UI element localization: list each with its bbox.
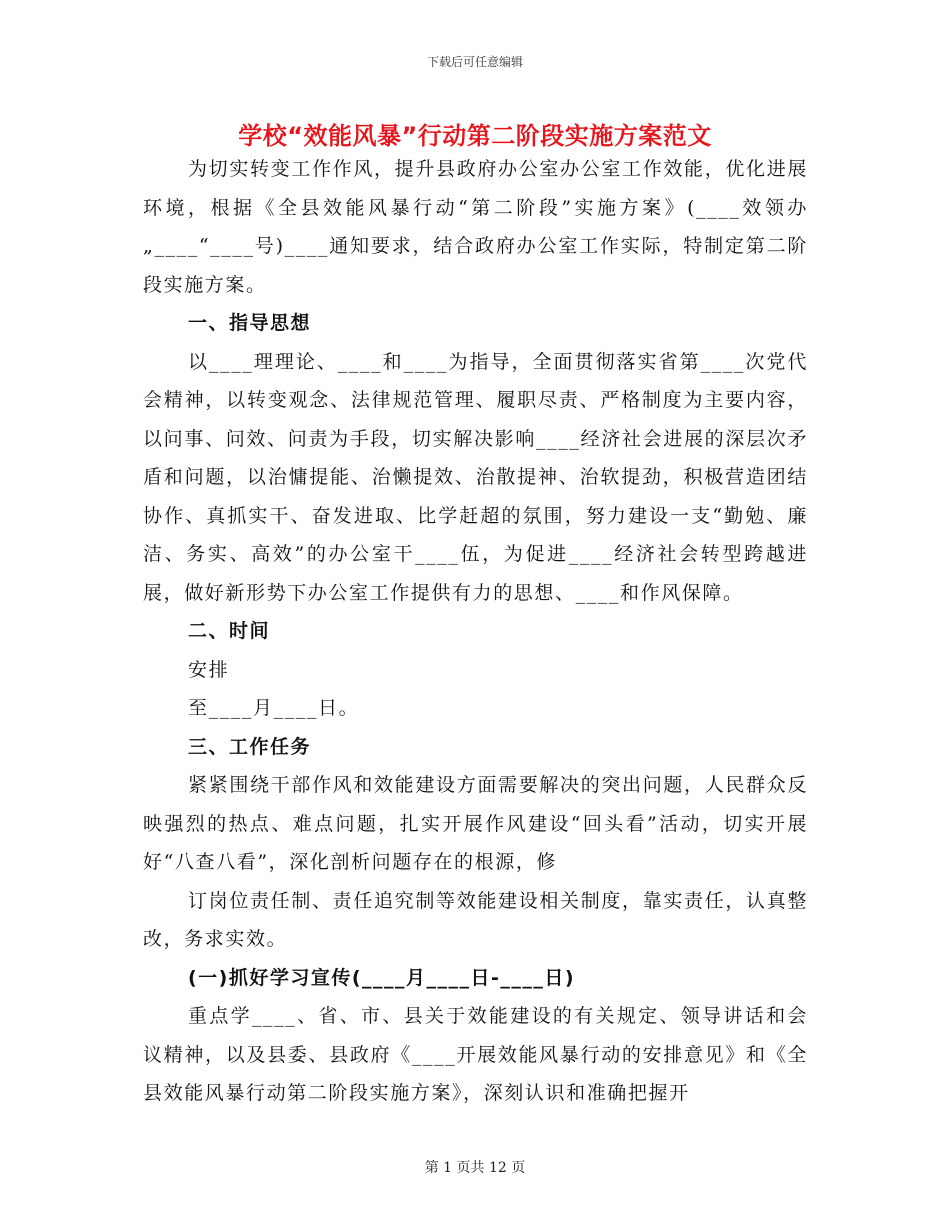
paragraph-arrangement: 安排 bbox=[188, 658, 230, 681]
heading-time: 二、时间 bbox=[188, 620, 271, 642]
page-footer: 第 1 页共 12 页 bbox=[424, 1160, 526, 1176]
page-header: 下载后可任意编辑 bbox=[426, 55, 523, 69]
heading-study-publicity: (一)抓好学习宣传(____月____日-____日) bbox=[188, 966, 576, 989]
paragraph-study-publicity: 重点学____、省、市、县关于效能建设的有关规定、领导讲话和会议精神，以及县委、县政府《____开展效能风暴行动的安排意见》和《全县效能风暴行动第二阶段实施方案》，深刻认识和准确把握开 bbox=[143, 1005, 808, 1104]
paragraph-work-tasks: 紧紧围绕干部作风和效能建设方面需要解决的突出问题，人民群众反映强烈的热点、难点问题，扎实开展作风建设“回头看”活动，切实开展好“八查八看”，深化剖析问题存在的根源，修 bbox=[143, 774, 808, 873]
paragraph-guiding-ideology: 以____理理论、____和____为指导，全面贯彻落实省第____次党代会精神，以转变观念、法律规范管理、履职尽责、严格制度为主要内容，以问事、问效、问责为手段，切实解决影响____经济社会进展的深层次矛盾和问题，以治慵提能、治懒提效、治散提神、治软提劲，积极营造团结协作、真抓实干、奋发进取、比学赶超的氛围，努力建设一支“勤勉、廉洁、务实、高效”的办公室干____伍，为促进____经济社会转型跨越进展，做好新形势下办公室工作提供有力的思想、____和作风保障。 bbox=[143, 350, 808, 604]
document-body bbox=[143, 150, 808, 1113]
heading-guiding-ideology: 一、指导思想 bbox=[188, 312, 312, 334]
document-title: 学校“效能风暴”行动第二阶段实施方案范文 bbox=[238, 122, 712, 150]
heading-work-tasks: 三、工作任务 bbox=[188, 735, 312, 758]
paragraph-date-range: 至____月____日。 bbox=[188, 697, 360, 719]
paragraph-intro: 为切实转变工作作风，提升县政府办公室办公室工作效能，优化进展环境，根据《全县效能风暴行动“第二阶段”实施方案》(____效领办„____“____号)____通知要求，结合政府办公室工作实际，特制定第二阶段实施方案。 bbox=[143, 158, 808, 296]
paragraph-work-tasks-cont: 订岗位责任制、责任追究制等效能建设相关制度，靠实责任，认真整改，务求实效。 bbox=[143, 889, 808, 950]
